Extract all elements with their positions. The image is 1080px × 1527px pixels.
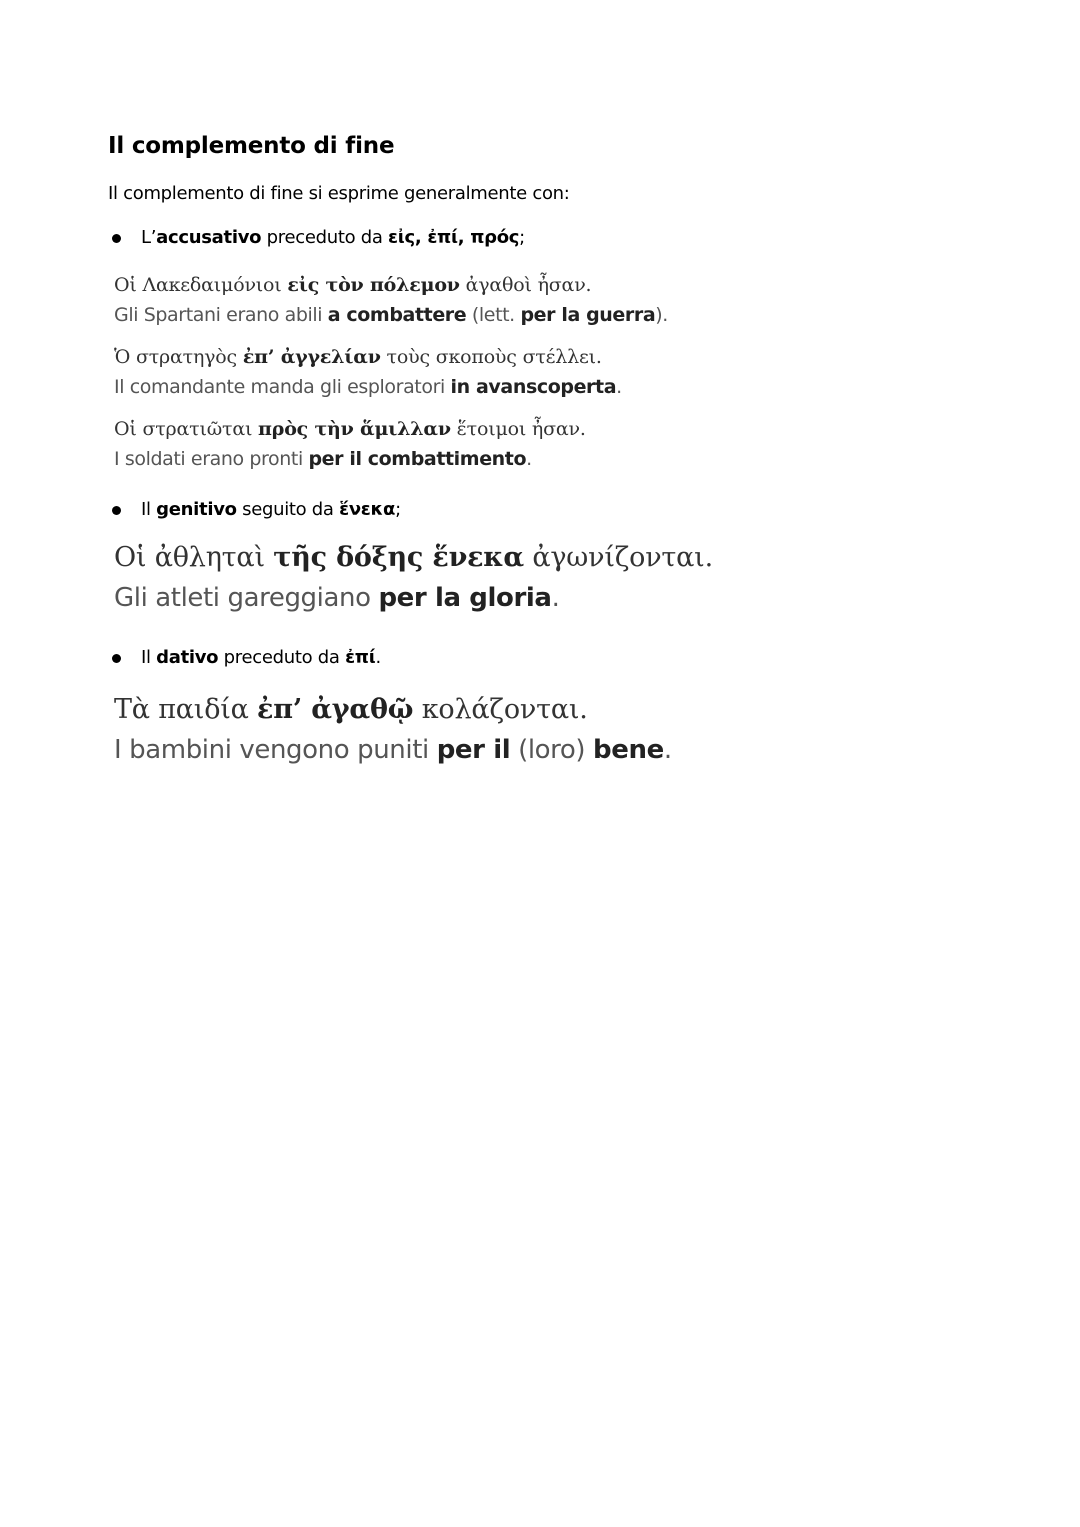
greek-preposition: ἕνεκα — [339, 499, 396, 520]
italian-translation: I bambini vengono puniti per il (loro) bene. — [114, 735, 672, 765]
term-genitivo: genitivo — [156, 499, 237, 520]
greek-preposition: ἐπί — [345, 647, 376, 668]
greek-sentence: Οἱ στρατιῶται πρὸς τὴν ἅμιλλαν ἕτοιμοι ἦσαν. — [114, 418, 586, 440]
italian-translation: Gli Spartani erano abili a combattere (lett. per la guerra). — [114, 304, 668, 326]
term-accusativo: accusativo — [156, 227, 262, 248]
bullet-icon — [112, 506, 121, 515]
bullet-dativo: Il dativo preceduto da ἐπί. — [108, 644, 988, 672]
greek-sentence: Οἱ Λακεδαιμόνιοι εἰς τὸν πόλεμον ἀγαθοὶ ἦσαν. — [114, 274, 592, 296]
example-3 — [114, 414, 988, 474]
bullet-icon — [112, 234, 121, 243]
bullet-genitivo: Il genitivo seguito da ἕνεκα; — [108, 496, 988, 524]
section-title: Il complemento di fine — [108, 133, 395, 159]
greek-sentence: Ὁ στρατηγὸς ἐπ’ ἀγγελίαν τοὺς σκοποὺς στέλλει. — [114, 346, 602, 368]
document-page — [108, 128, 988, 770]
example-2 — [114, 342, 988, 402]
term-dativo: dativo — [156, 647, 219, 668]
intro-text: Il complemento di fine si esprime generalmente con: — [108, 183, 570, 204]
bullet-accusativo: L’accusativo preceduto da εἰς, ἐπί, πρός; — [108, 224, 988, 252]
italian-translation: Gli atleti gareggiano per la gloria. — [114, 583, 560, 613]
example-1 — [114, 270, 988, 330]
example-5 — [114, 690, 988, 770]
greek-sentence: Τὰ παιδία ἐπ’ ἀγαθῷ κολάζονται. — [114, 694, 588, 725]
italian-translation: I soldati erano pronti per il combattimento. — [114, 448, 532, 470]
bullet-icon — [112, 654, 121, 663]
italian-translation: Il comandante manda gli esploratori in avanscoperta. — [114, 376, 622, 398]
greek-sentence: Οἱ ἀθληταὶ τῆς δόξης ἕνεκα ἀγωνίζονται. — [114, 542, 713, 573]
example-4 — [114, 538, 988, 618]
greek-prepositions: εἰς, ἐπί, πρός — [388, 227, 520, 248]
